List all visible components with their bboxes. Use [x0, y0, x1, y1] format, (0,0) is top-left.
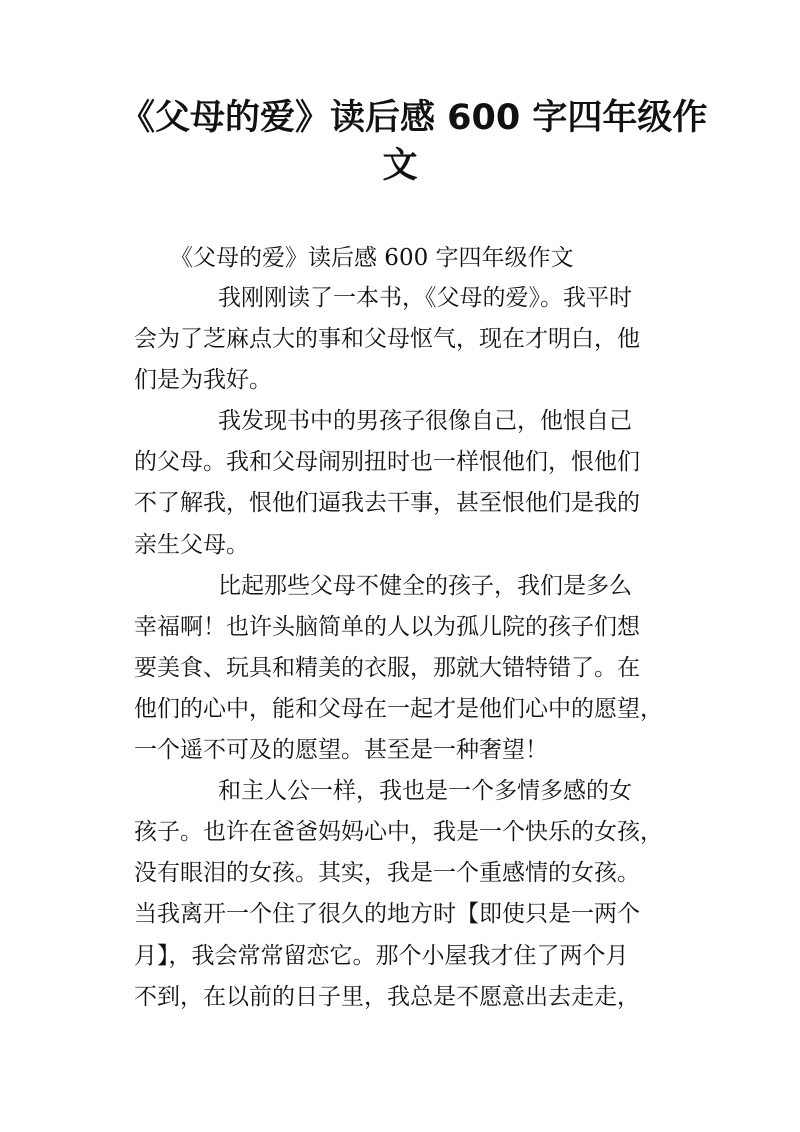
- text-line: 要美食、玩具和精美的衣服，那就大错特错了。在: [134, 654, 640, 681]
- text-line: 们是为我好。: [134, 367, 272, 394]
- text-line: 没有眼泪的女孩。其实，我是一个重感情的女孩。: [134, 860, 640, 887]
- text-line: 亲生父母。: [134, 531, 249, 558]
- paragraph: [134, 401, 694, 565]
- text-line: 的父母。我和父母闹别扭时也一样恨他们，恨他们: [134, 449, 640, 476]
- text-line: 比起那些父母不健全的孩子，我们是多么: [218, 572, 632, 599]
- text-line: 会为了芝麻点大的事和父母怄气，现在才明白，他: [134, 326, 640, 353]
- paragraph: [134, 771, 694, 1018]
- document-body: [134, 278, 694, 1018]
- document-subtitle: 《父母的爱》读后感 600 字四年级作文: [170, 245, 574, 271]
- text-line: 我刚刚读了一本书，《父母的爱》。我平时: [218, 285, 632, 311]
- text-line: 孩子。也许在爸爸妈妈心中，我是一个快乐的女孩，: [134, 819, 663, 846]
- text-line: 幸福啊！也许头脑简单的人以为孤儿院的孩子们想: [134, 613, 640, 640]
- text-line: 当我离开一个住了很久的地方时【即使只是一两个: [134, 901, 640, 928]
- document-title: [120, 94, 708, 190]
- text-line: 不了解我，恨他们逼我去干事，甚至恨他们是我的: [134, 490, 640, 517]
- paragraph: [134, 566, 694, 771]
- text-line: 一个遥不可及的愿望。甚至是一种奢望！: [134, 737, 548, 764]
- text-line: 和主人公一样，我也是一个多情多感的女: [218, 778, 632, 805]
- text-line: 月】，我会常常留恋它。那个小屋我才住了两个月: [134, 942, 629, 969]
- text-line: 不到，在以前的日子里，我总是不愿意出去走走，: [134, 983, 640, 1010]
- text-line: 我发现书中的男孩子很像自己，他恨自己: [218, 408, 632, 435]
- text-line: 他们的心中，能和父母在一起才是他们心中的愿望，: [134, 695, 663, 722]
- title-line: 《父母的爱》读后感 600 字四年级作: [120, 98, 708, 138]
- title-line: 文: [382, 146, 418, 186]
- paragraph: [134, 278, 694, 401]
